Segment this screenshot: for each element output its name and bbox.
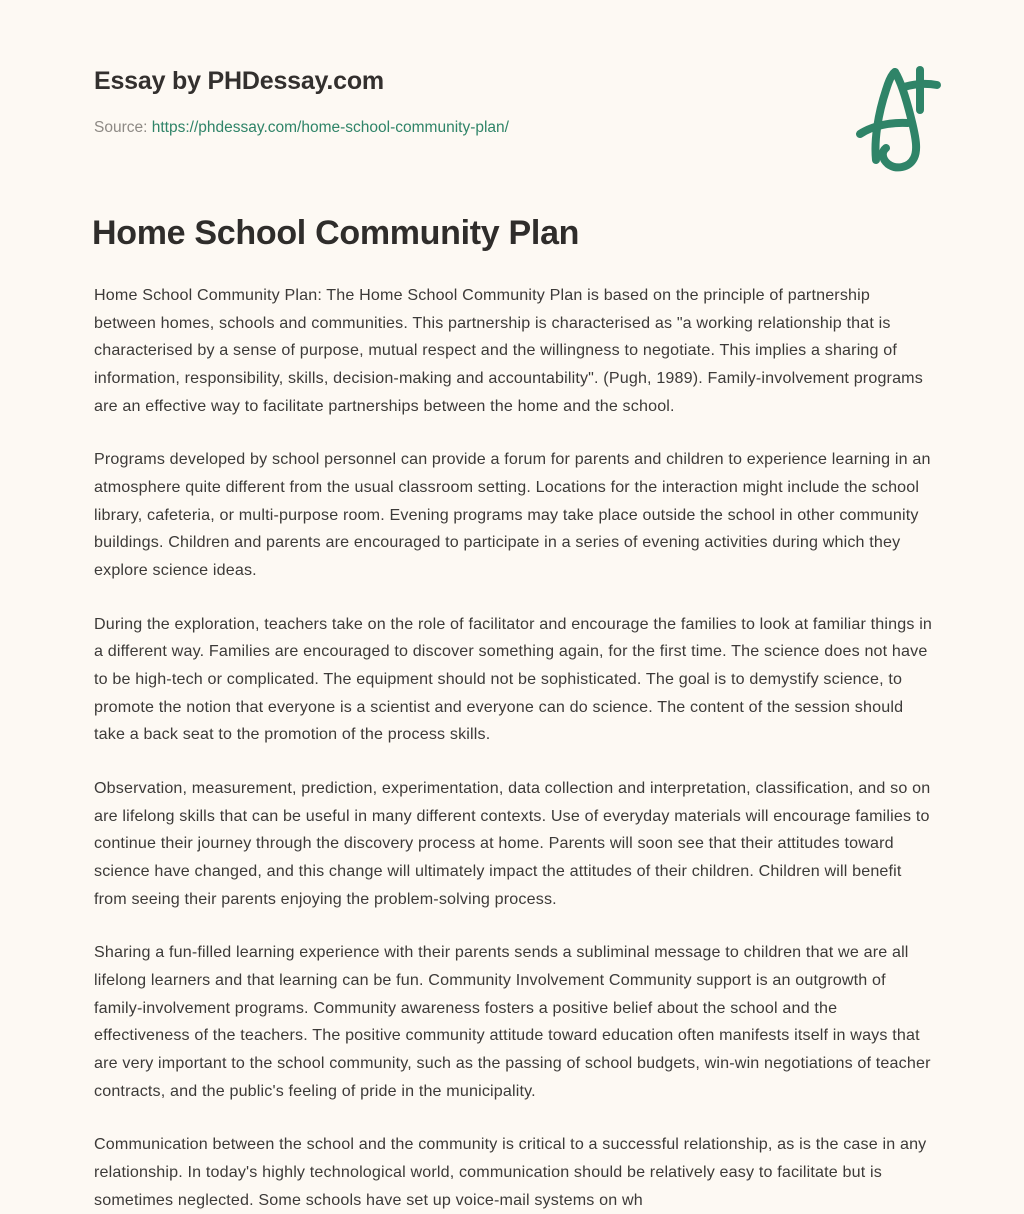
page-title: Home School Community Plan [92,214,580,252]
brand-title: Essay by PHDessay.com [94,67,384,95]
source-line [94,118,944,138]
paragraph: Sharing a fun-filled learning experience with their parents sends a subliminal message to children that we are all lifelong learners and that learning can be fun. Community Involvement Community support is an outgrowth of family-involvement programs. Community awareness fosters a positive belief about the school and the effectiveness of the teachers. The positive community attitude toward education often manifests itself in ways that are very important to the school community, such as the passing of school budgets, win-win negotiations of teacher contracts, and the public's feeling of pride in the municipality. [94,943,931,1100]
paragraph: During the exploration, teachers take on the role of facilitator and encourage the families to look at familiar things in a different way. Families are encouraged to discover something again, for the first time. The science does not have to be high-tech or complicated. The equipment should not be sophisticated. The goal is to demystify science, to promote the notion that everyone is a scientist and everyone can do science. The content of the session should take a back seat to the promotion of the process skills. [94,614,933,744]
source-url-link[interactable]: https://phdessay.com/home-school-community-plan/ [151,119,509,136]
source-label: Source: [94,119,148,136]
a-plus-icon [834,56,946,174]
paragraph: Programs developed by school personnel can provide a forum for parents and children to experience learning in an atmosphere quite different from the usual classroom setting. Locations for the interaction might include the school library, cafeteria, or multi-purpose room. Evening programs may take place outside the school in other community buildings. Children and parents are encouraged to participate in a series of evening activities during which they explore science ideas. [94,450,931,580]
paragraph: Observation, measurement, prediction, experimentation, data collection and interpretation, classification, and so on are lifelong skills that can be useful in many different contexts. Use of everyday materials will encourage families to continue their journey through the discovery process at home. Parents will soon see that their attitudes toward science have changed, and this change will ultimately impact the attitudes of their children. Children will benefit from seeing their parents enjoying the problem-solving process. [94,779,931,908]
essay-body [94,282,936,1214]
paragraph: Home School Community Plan: The Home School Community Plan is based on the principle of partnership between homes, schools and communities. This partnership is characterised as "a working relationship that is characterised by a sense of purpose, mutual respect and the willingness to negotiate. This implies a sharing of information, responsibility, skills, decision-making and accountability". (Pugh, 1989). Family-involvement programs are an effective way to facilitate partnerships between the home and the school. [94,286,923,415]
paragraph: Communication between the school and the community is critical to a successful relationship, as is the case in any relationship. In today's highly technological world, communication should be relatively easy to facilitate but is sometimes neglected. Some schools have set up voice-mail systems on wh [94,1135,927,1209]
a-plus-logo [834,56,946,174]
page-header [94,66,944,138]
